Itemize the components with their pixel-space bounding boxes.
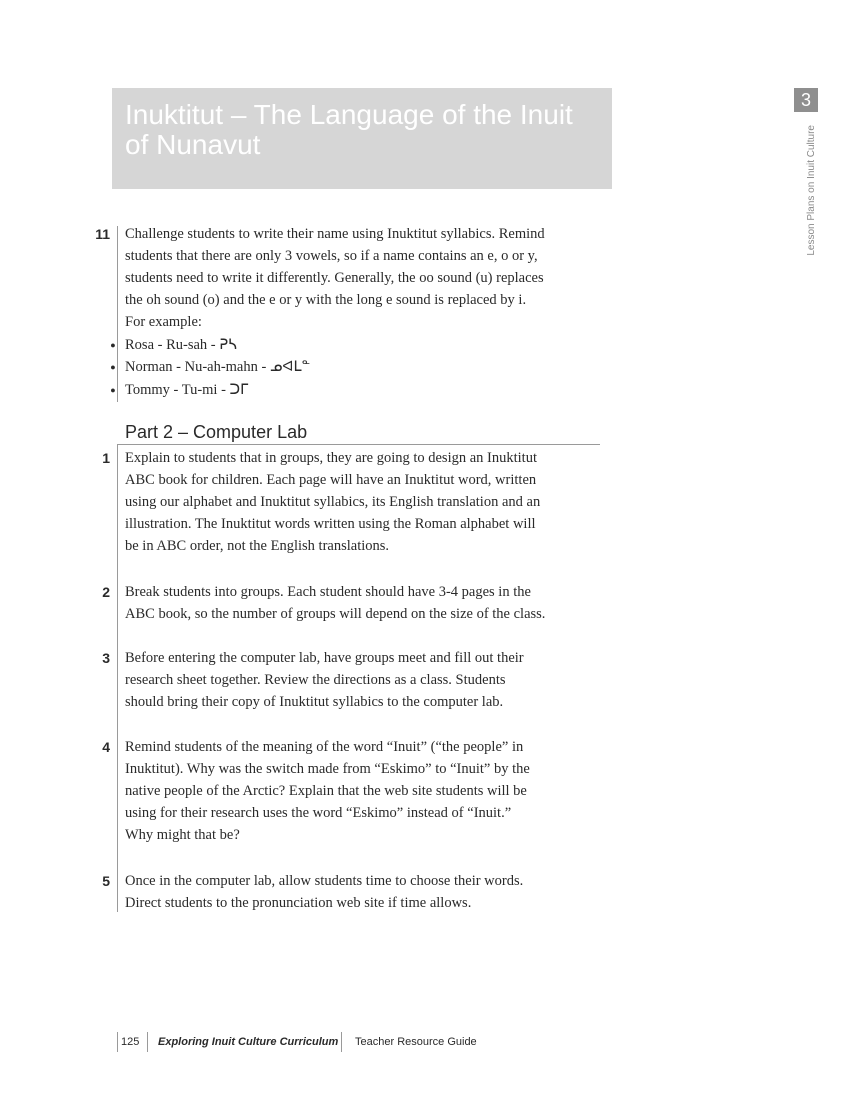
step-2-text [125,581,610,625]
step-number: 2 [102,584,110,600]
title-banner [112,88,612,189]
text-line: Challenge students to write their name using Inuktitut syllabics. Remind [125,226,545,242]
example-item: Norman - Nu-ah-mahn - ᓄᐊᒪᓐ [125,359,311,375]
step-3-text [125,647,610,713]
step-number: 1 [102,450,110,466]
text-line: Once in the computer lab, allow students time to choose their words. [125,873,524,889]
text-line: the oh sound (o) and the e or y with the long e sound is replaced by i. [125,292,527,308]
page-number: 125 [121,1036,140,1048]
step-1-text [125,447,610,557]
text-line: students that there are only 3 vowels, so if a name contains an e, o or y, [125,248,538,264]
footer-subtitle: Teacher Resource Guide [355,1036,477,1048]
title-line: of Nunavut [125,129,261,160]
footer-title: Exploring Inuit Culture Curriculum [158,1036,339,1048]
text-line: Explain to students that in groups, they are going to design an Inuktitut [125,450,537,466]
footer-rule [117,1032,118,1052]
text-line: using for their research uses the word “Eskimo” instead of “Inuit.” [125,805,512,821]
step-number: 11 [95,226,110,242]
text-line: native people of the Arctic? Explain that the web site students will be [125,783,527,799]
step-number: 3 [102,650,110,666]
text-line: illustration. The Inuktitut words written using the Roman alphabet will [125,516,536,532]
example-item: Tommy - Tu-mi - ᑐᒥ [125,382,249,398]
text-line: students need to write it differently. Generally, the oo sound (u) replaces [125,270,544,286]
step-5-text [125,870,610,914]
text-line: be in ABC order, not the English translations. [125,538,390,554]
step-11-text [125,223,610,333]
title-line: Inuktitut – The Language of the Inuit [125,99,573,130]
text-line: Break students into groups. Each student should have 3-4 pages in the [125,584,531,600]
text-line: ABC book for children. Each page will have an Inuktitut word, written [125,472,537,488]
footer-rule [147,1032,148,1052]
heading-rule [117,444,600,445]
footer-rule [341,1032,342,1052]
example-item: Rosa - Ru-sah - ᕈᓴ [125,337,237,353]
text-line: For example: [125,314,202,330]
step-number: 4 [102,739,110,755]
step-4-text [125,736,610,846]
text-line: ABC book, so the number of groups will depend on the size of the class. [125,606,546,622]
bullet-dot: ● [110,362,116,372]
page-title [125,100,600,160]
text-line: Direct students to the pronunciation web site if time allows. [125,895,472,911]
text-line: research sheet together. Review the directions as a class. Students [125,672,506,688]
step-number: 5 [102,873,110,889]
text-line: Before entering the computer lab, have groups meet and fill out their [125,650,524,666]
text-line: Why might that be? [125,827,240,843]
bullet-dot: ● [110,385,116,395]
section-heading: Part 2 – Computer Lab [125,422,308,442]
side-tab-label: Lesson Plans on Inuit Culture [806,125,817,256]
text-line: using our alphabet and Inuktitut syllabics, its English translation and an [125,494,541,510]
left-rule [117,444,118,912]
text-line: should bring their copy of Inuktitut syllabics to the computer lab. [125,694,504,710]
bullet-dot: ● [110,340,116,350]
chapter-number: 3 [794,88,818,112]
text-line: Inuktitut). Why was the switch made from “Eskimo” to “Inuit” by the [125,761,530,777]
text-line: Remind students of the meaning of the word “Inuit” (“the people” in [125,739,524,755]
